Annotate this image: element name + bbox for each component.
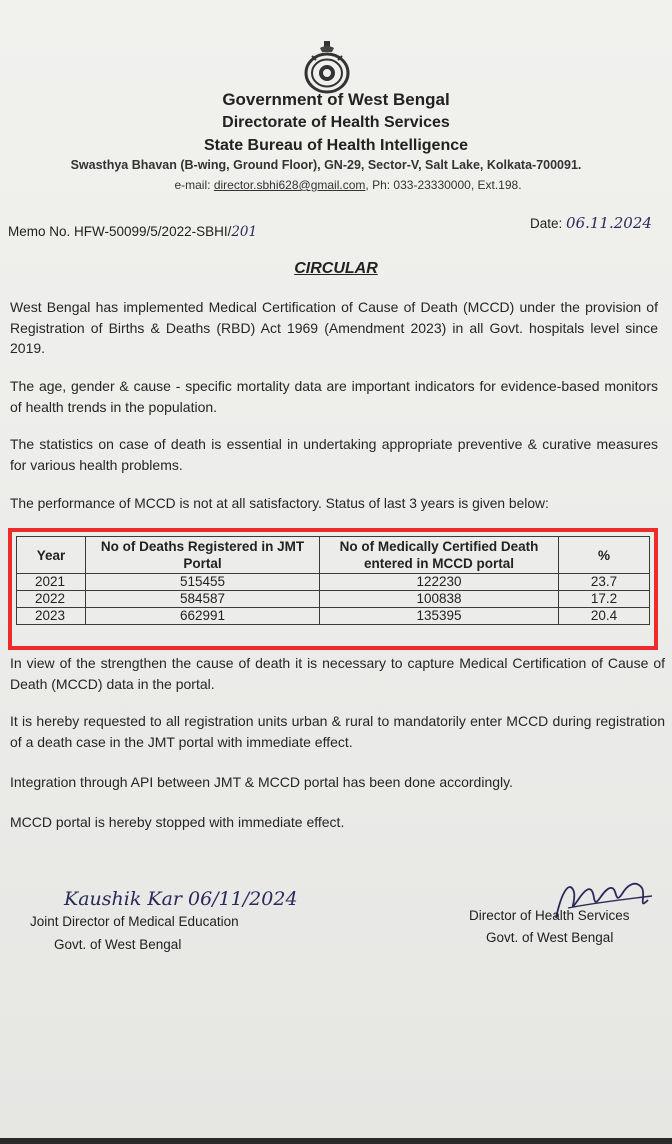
cell-percent: 17.2 xyxy=(559,591,650,608)
cell-percent: 20.4 xyxy=(559,608,650,625)
cell-medically-certified: 122230 xyxy=(320,574,559,591)
header-contact xyxy=(12,178,672,192)
memo-date xyxy=(530,214,652,232)
date-label: Date: xyxy=(530,216,567,231)
paragraph-death-statistics: The statistics on case of death is essential in undertaking appropriate preventive & curative measures for various health problems. xyxy=(10,436,658,473)
email-label: e-mail: xyxy=(174,178,214,192)
memo-number xyxy=(8,224,257,240)
header-year: Year xyxy=(17,537,86,574)
header-deaths-registered: No of Deaths Registered in JMT Portal xyxy=(86,537,320,574)
header-bureau: State Bureau of Health Intelligence xyxy=(203,137,469,154)
cell-percent: 23.7 xyxy=(559,574,650,591)
email-link[interactable]: director.sbhi628@gmail.com xyxy=(213,178,366,192)
date-handwritten: 06.11.2024 xyxy=(566,214,652,232)
right-signatory-org: Govt. of West Bengal xyxy=(486,930,614,945)
header-directorate: Directorate of Health Services xyxy=(222,114,450,131)
cell-deaths-registered: 662991 xyxy=(86,608,320,625)
cell-year: 2023 xyxy=(17,608,86,625)
left-signatory-org: Govt. of West Bengal xyxy=(54,937,182,952)
header-address: Swasthya Bhavan (B-wing, Ground Floor), GN-29, Sector-V, Salt Lake, Kolkata-700091. xyxy=(70,158,582,172)
paragraph-api-integration: Integration through API between JMT & MCCD portal has been done accordingly. xyxy=(10,774,513,790)
west-bengal-emblem-icon xyxy=(302,40,352,94)
paragraph-portal-stopped: MCCD portal is hereby stopped with immediate effect. xyxy=(10,814,345,830)
paragraph-mccd-implementation: West Bengal has implemented Medical Certification of Cause of Death (MCCD) under the provision of Registration of Births & Deaths (RBD) Act 1969 (Amendment 2023) in all Govt. hospitals level since 2019. xyxy=(10,299,658,356)
bottom-border xyxy=(0,1138,672,1144)
header-percent: % xyxy=(559,537,650,574)
cell-year: 2021 xyxy=(17,574,86,591)
cell-medically-certified: 135395 xyxy=(320,608,559,625)
phone-text: , Ph: 033-23330000, Ext.198. xyxy=(365,178,522,192)
right-signatory-title: Director of Health Services xyxy=(469,908,630,923)
cell-deaths-registered: 584587 xyxy=(86,591,320,608)
circular-title: CIRCULAR xyxy=(294,260,378,277)
paragraph-mandatory-entry: It is hereby requested to all registration units urban & rural to mandatorily enter MCCD during registration of a death case in the JMT portal with immediate effect. xyxy=(10,713,665,750)
left-handwritten-signature: Kaushik Kar 06/11/2024 xyxy=(64,888,298,910)
table-highlight-box xyxy=(8,528,658,650)
header-medically-certified: No of Medically Certified Death entered in MCCD portal xyxy=(320,537,559,574)
left-signatory-title: Joint Director of Medical Education xyxy=(30,914,239,929)
header-government: Government of West Bengal xyxy=(222,90,450,109)
cell-medically-certified: 100838 xyxy=(320,591,559,608)
paragraph-performance: The performance of MCCD is not at all satisfactory. Status of last 3 years is given below: xyxy=(10,496,549,511)
memo-label: Memo No. HFW-50099/5/2022-SBHI/ xyxy=(8,224,232,239)
cell-year: 2022 xyxy=(17,591,86,608)
cell-deaths-registered: 515455 xyxy=(86,574,320,591)
memo-number-handwritten: 201 xyxy=(231,224,258,240)
paragraph-mortality-data: The age, gender & cause - specific mortality data are important indicators for evidence-based monitors of health trends in the population. xyxy=(10,378,658,415)
paragraph-capture-mccd: In view of the strengthen the cause of death it is necessary to capture Medical Certification of Cause of Death (MCCD) data in the portal. xyxy=(10,655,665,692)
